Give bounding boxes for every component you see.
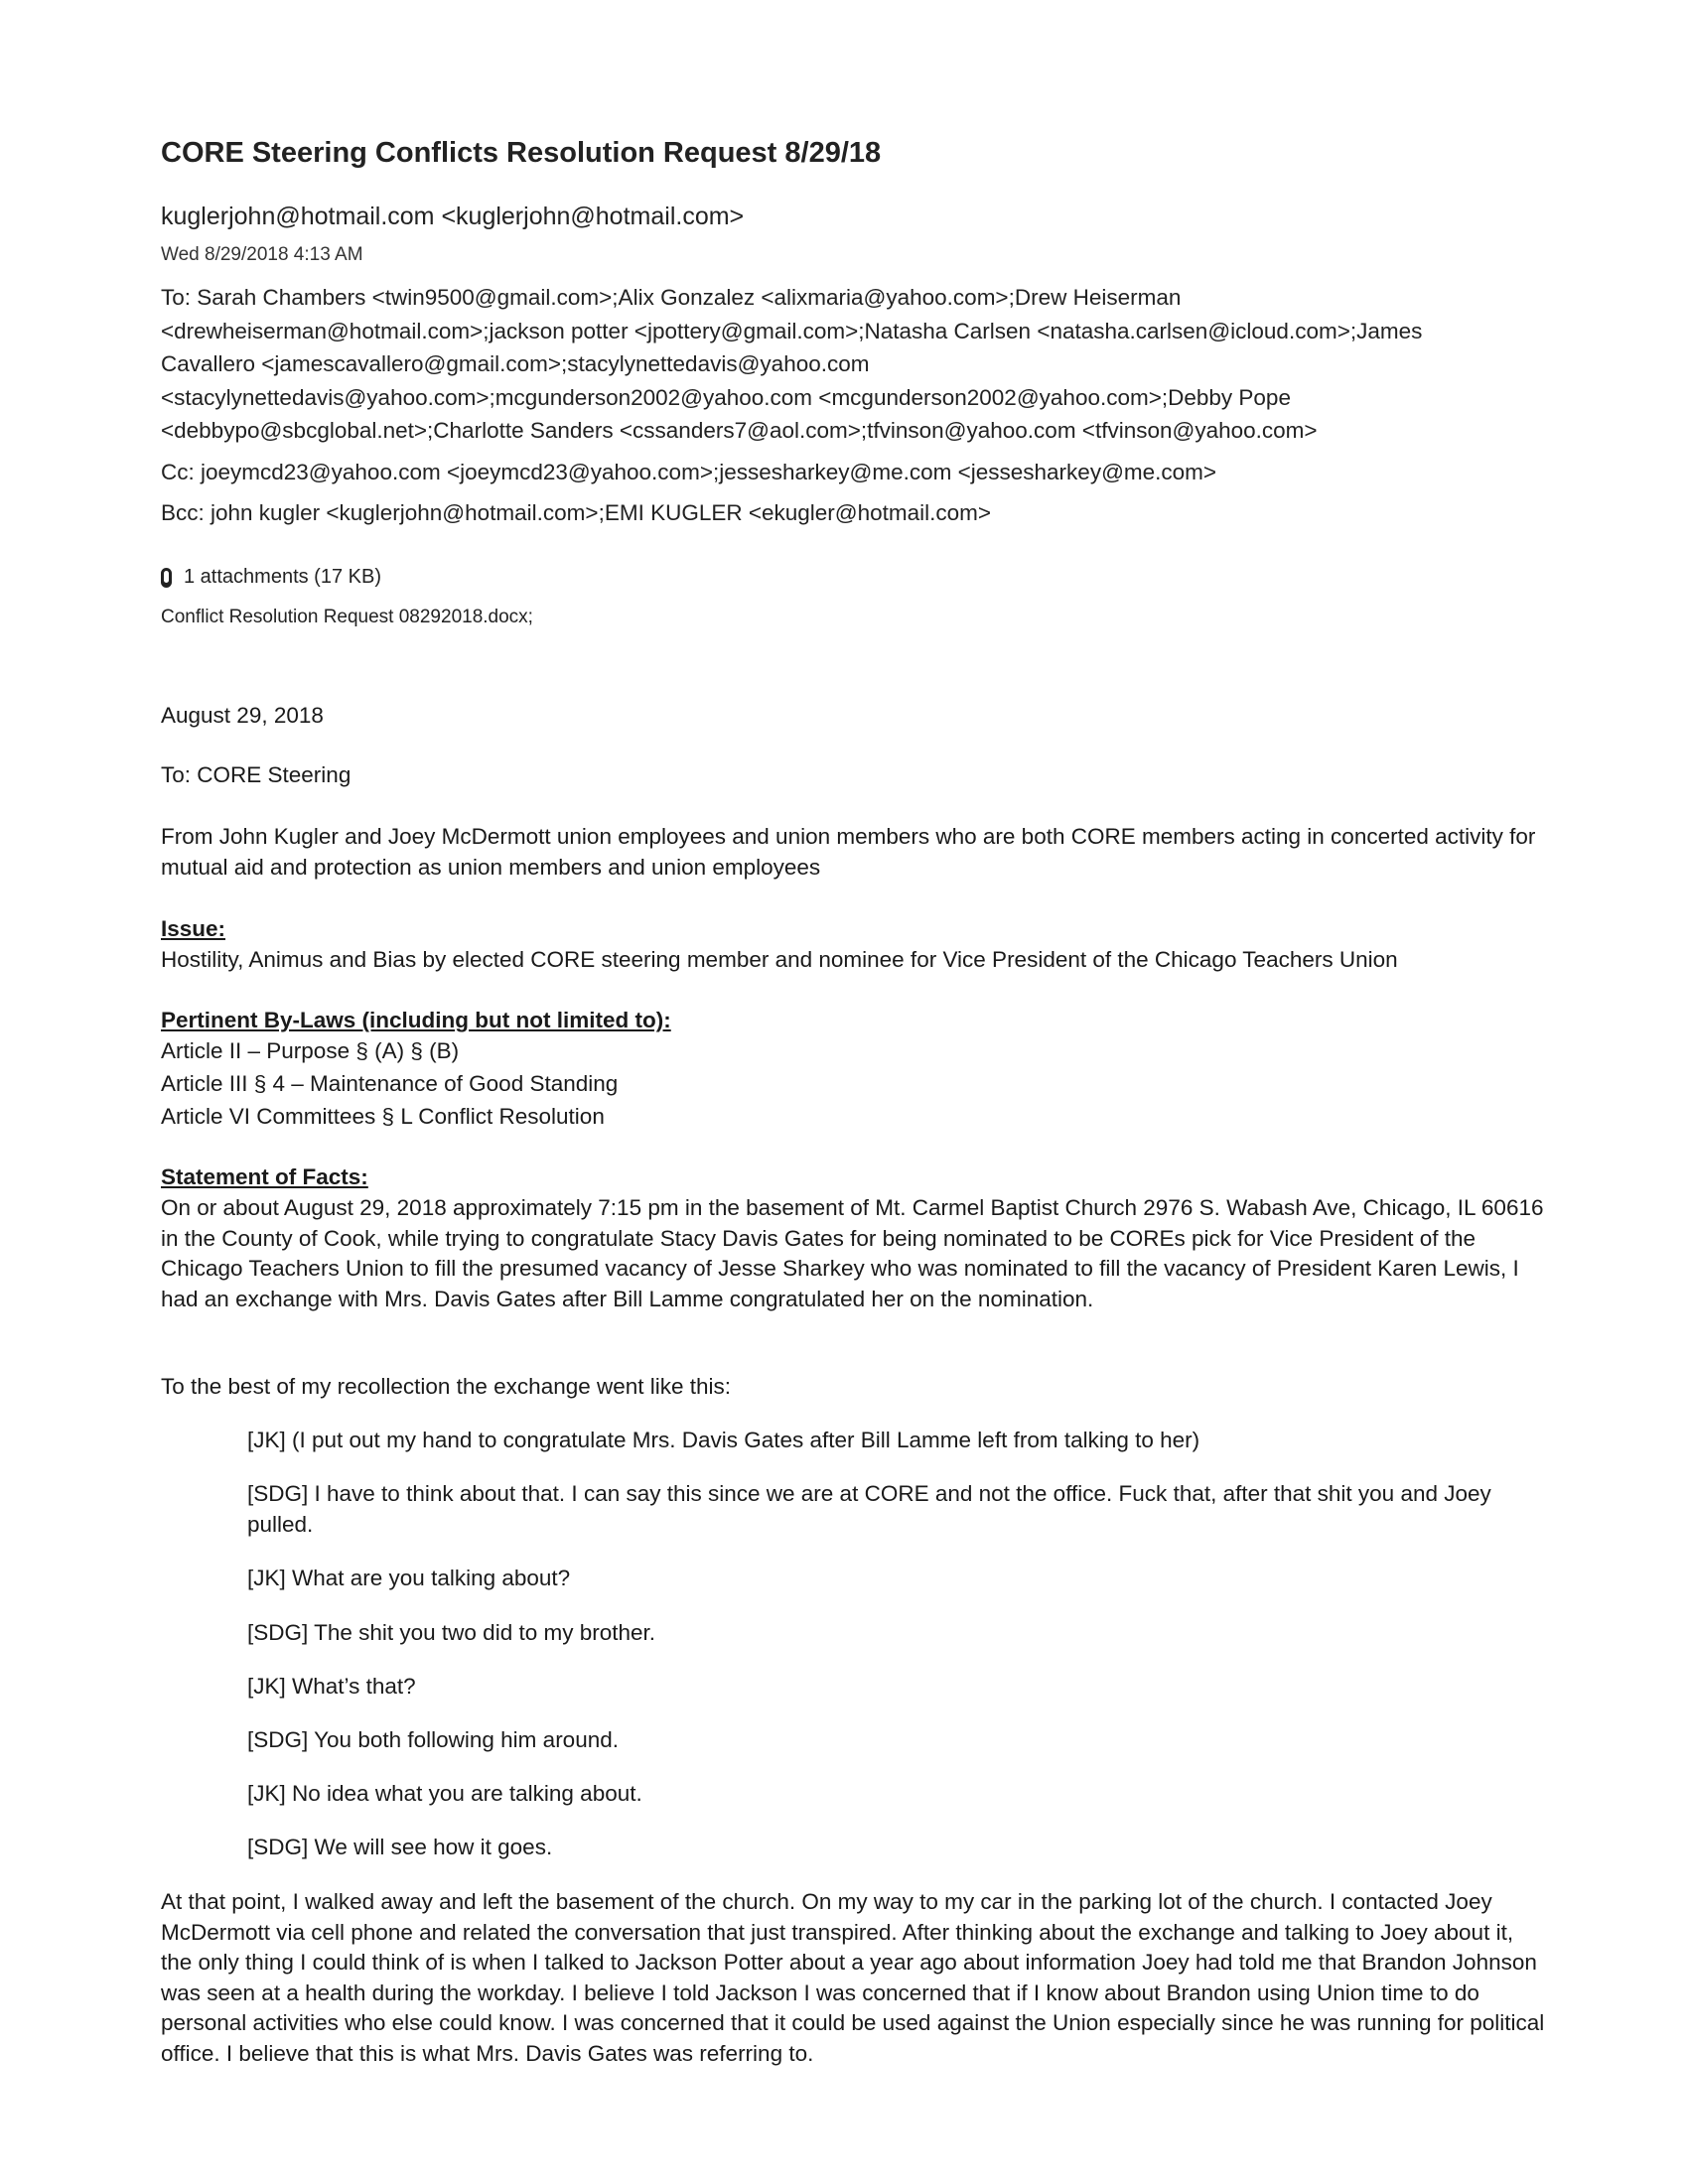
facts-text: On or about August 29, 2018 approximately 7:15 pm in the basement of Mt. Carmel Baptist Church 2976 S. Wabash Ave, Chicago, IL 60616 in the County of Cook, while trying to congratulate Stacy Davis Gates for being nominated to be COREs pick for Vice President of the Chicago Teachers Union to fill the presumed vacancy of Jesse Sharkey who was nominated to fill the vacancy of President Karen Lewis, I had an exchange with Mrs. Davis Gates after Bill Lamme congratulated her on the nomination. [161, 1195, 1544, 1311]
bylaw-item: Article VI Committees § L Conflict Resolution [161, 1104, 605, 1129]
exchange-line: [JK] What are you talking about? [247, 1566, 571, 1590]
letter-to: To: CORE Steering [161, 762, 352, 787]
bylaws-heading: Pertinent By-Laws (including but not limited to): [161, 1008, 671, 1032]
bcc-recipients[interactable]: Bcc: john kugler <kuglerjohn@hotmail.com>;EMI KUGLER <ekugler@hotmail.com> [161, 500, 992, 525]
bylaw-item: Article III § 4 – Maintenance of Good Standing [161, 1071, 619, 1096]
issue-heading: Issue: [161, 916, 226, 941]
bylaw-item: Article II – Purpose § (A) § (B) [161, 1038, 460, 1063]
exchange-line: [JK] (I put out my hand to congratulate Mrs. Davis Gates after Bill Lamme left from talking to her) [247, 1428, 1200, 1452]
exchange-line: [SDG] The shit you two did to my brother. [247, 1620, 656, 1645]
exchange-line: [JK] No idea what you are talking about. [247, 1781, 642, 1806]
facts-heading: Statement of Facts: [161, 1164, 368, 1189]
cc-recipients[interactable]: Cc: joeymcd23@yahoo.com <joeymcd23@yahoo.com>;jessesharkey@me.com <jessesharkey@me.com> [161, 460, 1217, 484]
email-datetime: Wed 8/29/2018 4:13 AM [161, 244, 363, 265]
email-subject: CORE Steering Conflicts Resolution Request 8/29/18 [161, 137, 882, 169]
closing-paragraph: At that point, I walked away and left the basement of the church. On my way to my car in the parking lot of the church. I contacted Joey McDermott via cell phone and related the conversation that just transpired. After thinking about the exchange and talking to Joey about it, the only thing I could think of is when I talked to Jackson Potter about a year ago about information Joey had told me that Brandon Johnson was seen at a health during the workday. I believe I told Jackson I was concerned that if I know about Brandon using Union time to do personal activities who else could know. I was concerned that it could be used against the Union especially since he was running for political office. I believe that this is what Mrs. Davis Gates was referring to. [161, 1889, 1545, 2066]
attachments-label: 1 attachments (17 KB) [184, 566, 381, 588]
to-recipients[interactable]: To: Sarah Chambers <twin9500@gmail.com>;Alix Gonzalez <alixmaria@yahoo.com>;Drew Heiserman <drewheiserman@hotmail.com>;jackson potter <jpottery@gmail.com>;Natasha Carlsen <natasha.carlsen@icloud.com>;James Cavallero <jamescavallero@gmail.com>;stacylynettedavis@yahoo.com <stacylynettedavis@yahoo.com>;mcgunderson2002@yahoo.com <mcgunderson2002@yahoo.com>;Debby Pope <debbypo@sbcglobal.net>;Charlotte Sanders <cssanders7@aol.com>;tfvinson@yahoo.com <tfvinson@yahoo.com> [161, 285, 1423, 443]
exchange-line: [SDG] We will see how it goes. [247, 1835, 553, 1859]
exchange-line: [JK] What’s that? [247, 1674, 416, 1699]
email-sender[interactable]: kuglerjohn@hotmail.com <kuglerjohn@hotmail.com> [161, 203, 745, 230]
recollection-intro: To the best of my recollection the exchange went like this: [161, 1374, 732, 1399]
issue-text: Hostility, Animus and Bias by elected CORE steering member and nominee for Vice President of the Chicago Teachers Union [161, 947, 1398, 972]
attachments-summary[interactable] [161, 566, 381, 589]
letter-date: August 29, 2018 [161, 703, 324, 728]
paperclip-icon [161, 568, 172, 588]
exchange-line: [SDG] You both following him around. [247, 1727, 619, 1752]
letter-from: From John Kugler and Joey McDermott union employees and union members who are both CORE members acting in concerted activity for mutual aid and protection as union members and union employees [161, 824, 1536, 880]
attachment-file-link[interactable]: Conflict Resolution Request 08292018.docx; [161, 607, 533, 627]
exchange-line: [SDG] I have to think about that. I can say this since we are at CORE and not the office. Fuck that, after that shit you and Joey pulled. [247, 1481, 1491, 1537]
